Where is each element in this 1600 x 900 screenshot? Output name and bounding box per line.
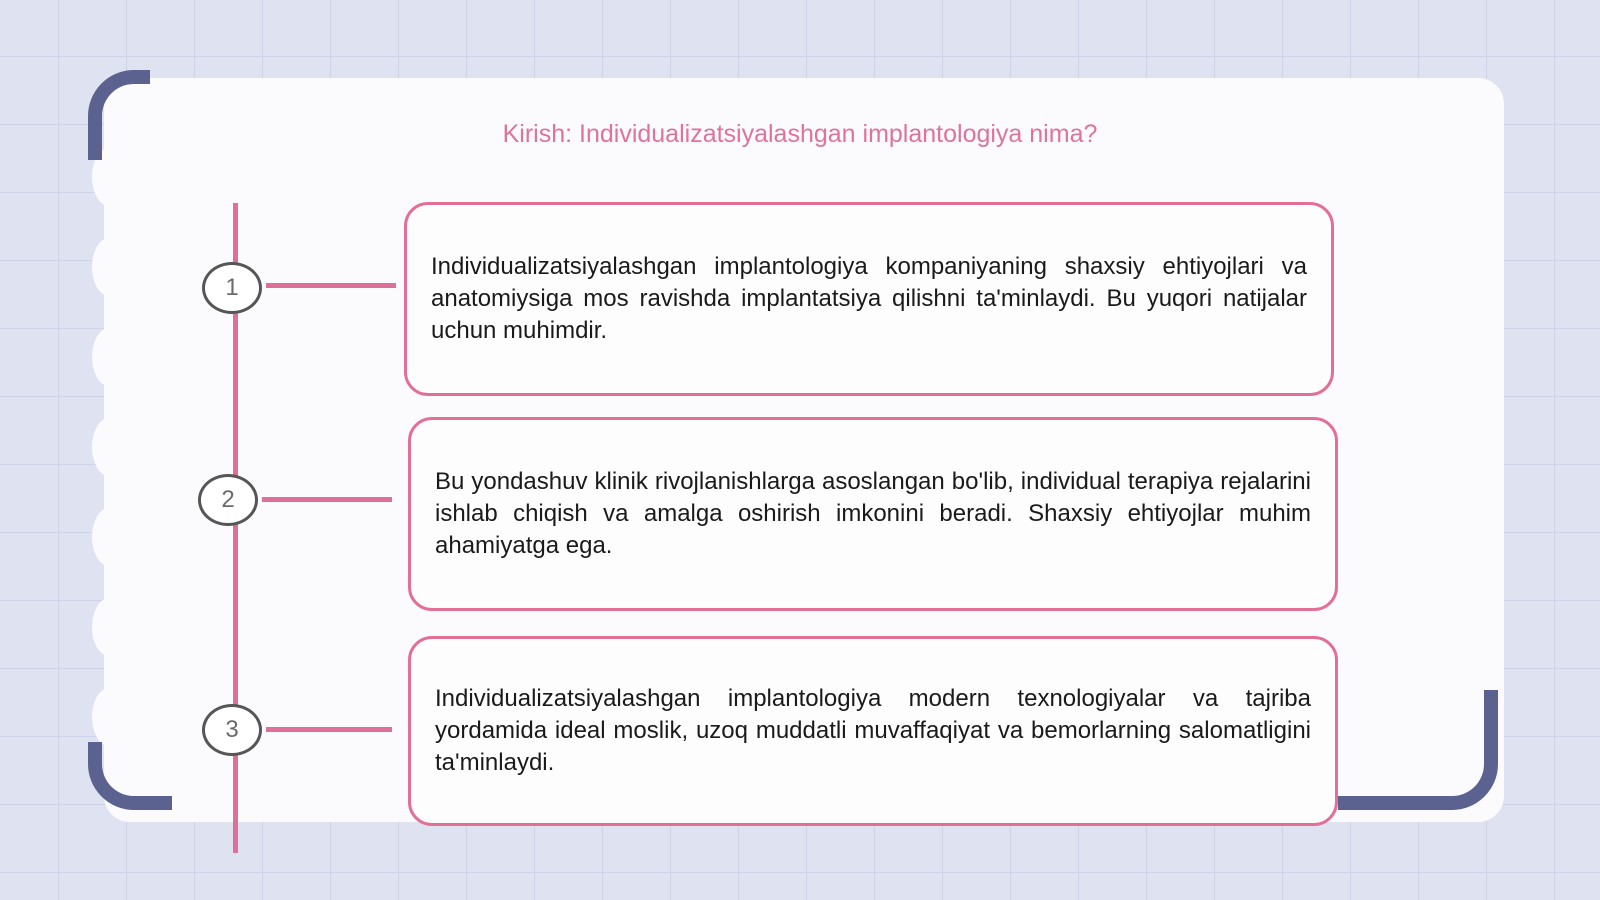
scallop-edge [92,238,126,296]
timeline-marker-1: 1 [202,262,262,314]
timeline-card-3 [408,636,1338,826]
timeline-connector [266,283,396,288]
scallop-edge [92,688,126,746]
timeline-marker-2: 2 [198,474,258,526]
corner-bracket-bottom-right [1338,690,1498,810]
corner-bracket-bottom-left [88,742,172,810]
timeline-card-text: Bu yondashuv klinik rivojlanishlarga asoslangan bo'lib, individual terapiya rejalarini ishlab chiqish va amalga oshirish imkonini beradi. Shaxsiy ehtiyojlar muhim ahamiyatga ega. [435,468,1311,559]
scallop-edge [92,418,126,476]
timeline-connector [262,497,392,502]
timeline-connector [266,727,392,732]
timeline-card-2 [408,417,1338,611]
slide-title: Kirish: Individualizatsiyalashgan implantologiya nima? [502,120,1098,148]
scallop-edge [92,598,126,656]
timeline-card-text: Individualizatsiyalashgan implantologiya kompaniyaning shaxsiy ehtiyojlari va anatomiysiga mos ravishda implantatsiya qilishni ta'minlaydi. Bu yuqori natijalar uchun muhimdir. [431,253,1307,344]
timeline-card-text: Individualizatsiyalashgan implantologiya modern texnologiyalar va tajriba yordamida ideal moslik, uzoq muddatli muvaffaqiyat va bemorlarning salomatligini ta'minlaydi. [435,685,1311,776]
scallop-edge [92,508,126,566]
scallop-edge [92,328,126,386]
corner-bracket-top-left [88,70,150,160]
timeline-card-1 [404,202,1334,396]
timeline-marker-3: 3 [202,704,262,756]
